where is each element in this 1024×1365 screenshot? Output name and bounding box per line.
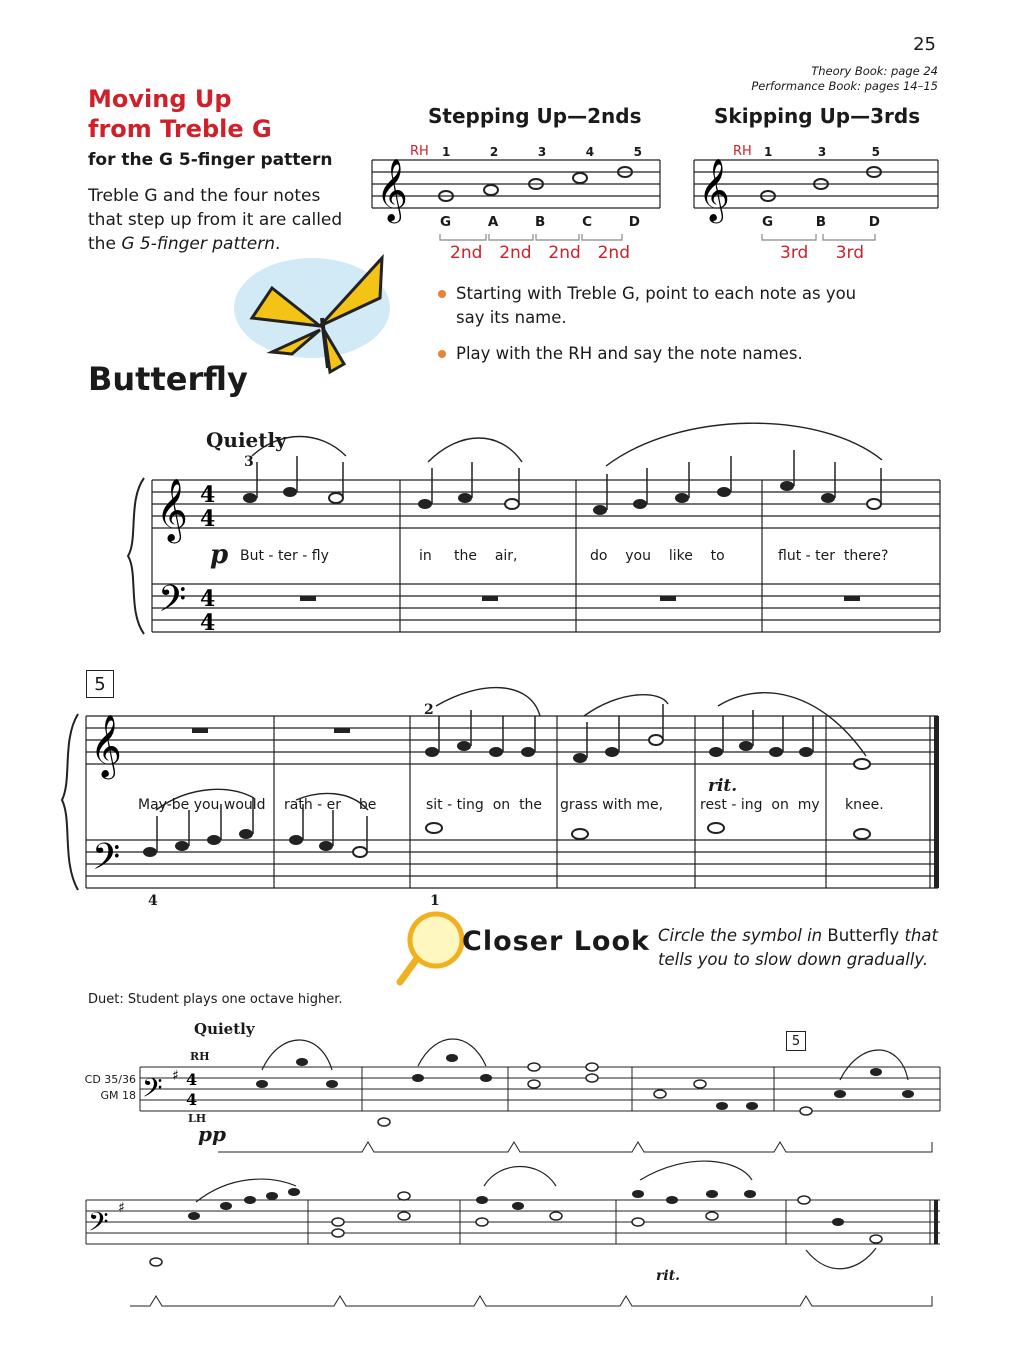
lyrics-measure-10: knee.	[845, 797, 884, 813]
duet-note: Duet: Student plays one octave higher.	[88, 992, 343, 1007]
melody-line-1	[243, 450, 881, 515]
lyrics-line-2: May-be you would	[138, 797, 266, 813]
skipping-hand: RH	[733, 144, 752, 159]
duet-slurs-2	[196, 1161, 876, 1269]
svg-text:4: 4	[200, 610, 216, 636]
bass-clef-icon: 𝄢	[88, 1206, 109, 1244]
lyrics-measure-3: do you like to	[590, 548, 725, 564]
butterfly-illustration	[232, 248, 402, 392]
duet-slurs-1	[262, 1039, 908, 1080]
lh-label: LH	[188, 1112, 207, 1125]
svg-text:4: 4	[200, 506, 216, 532]
svg-text:♯: ♯	[118, 1200, 125, 1216]
dynamic-mark: p	[210, 540, 229, 570]
lyrics-measure-7: sit - ting on the	[426, 797, 543, 813]
skipping-staff	[694, 160, 938, 208]
finger-number: 4	[148, 893, 158, 909]
subheading: for the G 5-finger pattern	[88, 150, 333, 170]
svg-text:4: 4	[186, 1090, 198, 1109]
stepping-hand: RH	[410, 144, 429, 159]
stepping-staff	[372, 160, 660, 208]
svg-text:4: 4	[186, 1070, 198, 1089]
svg-text:♯: ♯	[172, 1068, 179, 1084]
intro-text: Treble G and the four notes that step up from it are called the G 5-finger pattern.	[88, 186, 343, 254]
stepping-note-names: G A B C D	[440, 214, 640, 230]
bullet-list	[438, 282, 858, 366]
track-info: CD 35/36 GM 18	[84, 1073, 136, 1102]
stepping-fingers: 1 2 3 4 5	[442, 145, 642, 159]
duet-staff-2	[86, 1200, 940, 1306]
measure-number-box: 5	[86, 670, 114, 698]
melody-line-2	[425, 704, 870, 769]
theory-reference: Theory Book: page 24	[811, 64, 938, 78]
bass-clef-icon: 𝄢	[158, 578, 187, 629]
lyrics-line-1: But - ter - fly	[240, 548, 329, 564]
magnifier-icon	[396, 906, 466, 986]
svg-text:4: 4	[200, 586, 216, 612]
bullet-1: Starting with Treble G, point to each note as you say its name.	[438, 282, 858, 330]
stepping-title: Stepping Up—2nds	[428, 104, 642, 128]
skipping-intervals: 3rd 3rd	[780, 243, 864, 263]
treble-clef-icon: 𝄞	[376, 158, 408, 221]
skipping-title: Skipping Up—3rds	[714, 104, 921, 128]
slurs-2	[156, 688, 866, 810]
finger-number: 3	[244, 454, 254, 470]
final-barline	[934, 716, 939, 888]
interval-brackets	[440, 234, 875, 240]
duet-measure-number: 5	[786, 1031, 806, 1051]
bullet-2: Play with the RH and say the note names.	[438, 342, 858, 366]
treble-clef-icon: 𝄞	[90, 714, 122, 777]
performance-reference: Performance Book: pages 14–15	[751, 79, 938, 93]
rh-label: RH	[190, 1050, 210, 1063]
page-number: 25	[913, 34, 936, 55]
finger-number: 1	[430, 893, 440, 909]
rit-marking: rit.	[708, 776, 738, 796]
closer-look-text: Circle the symbol in Butterfly that tells you to slow down gradually.	[658, 926, 938, 969]
slurs-1	[252, 423, 882, 466]
lyrics-measure-9: rest - ing on my	[700, 797, 820, 813]
tempo-marking: Quietly	[206, 428, 287, 452]
bass-clef-icon: 𝄢	[142, 1072, 163, 1110]
rests-2	[192, 728, 350, 733]
duet-dynamic: pp	[198, 1122, 226, 1146]
duet-notes-1	[256, 1054, 914, 1126]
stepping-intervals: 2nd 2nd 2nd 2nd	[450, 243, 630, 263]
finger-number: 2	[424, 702, 434, 718]
song-title: Butterfly	[88, 360, 248, 398]
skipping-note-names: G B D	[762, 214, 880, 230]
skipping-fingers: 1 3 5	[764, 145, 880, 159]
lyrics-measure-8: grass with me,	[560, 797, 664, 813]
treble-clef-icon: 𝄞	[156, 478, 188, 541]
treble-clef-icon: 𝄞	[698, 158, 730, 221]
heading-line-2: from Treble G	[88, 115, 272, 143]
duet-staff-1	[140, 1067, 940, 1152]
bass-clef-icon: 𝄢	[92, 836, 121, 887]
lyrics-measure-2: in the air,	[419, 548, 518, 564]
duet-rit: rit.	[656, 1268, 681, 1284]
rests-1	[300, 596, 860, 601]
duet-tempo: Quietly	[194, 1020, 255, 1038]
lyrics-measure-6: rath - er be	[284, 797, 377, 813]
svg-text:4: 4	[200, 482, 216, 508]
heading-line-1: Moving Up	[88, 85, 232, 113]
lyrics-measure-4: flut - ter there?	[778, 548, 889, 564]
closer-look-logo: Closer Look	[462, 926, 650, 957]
